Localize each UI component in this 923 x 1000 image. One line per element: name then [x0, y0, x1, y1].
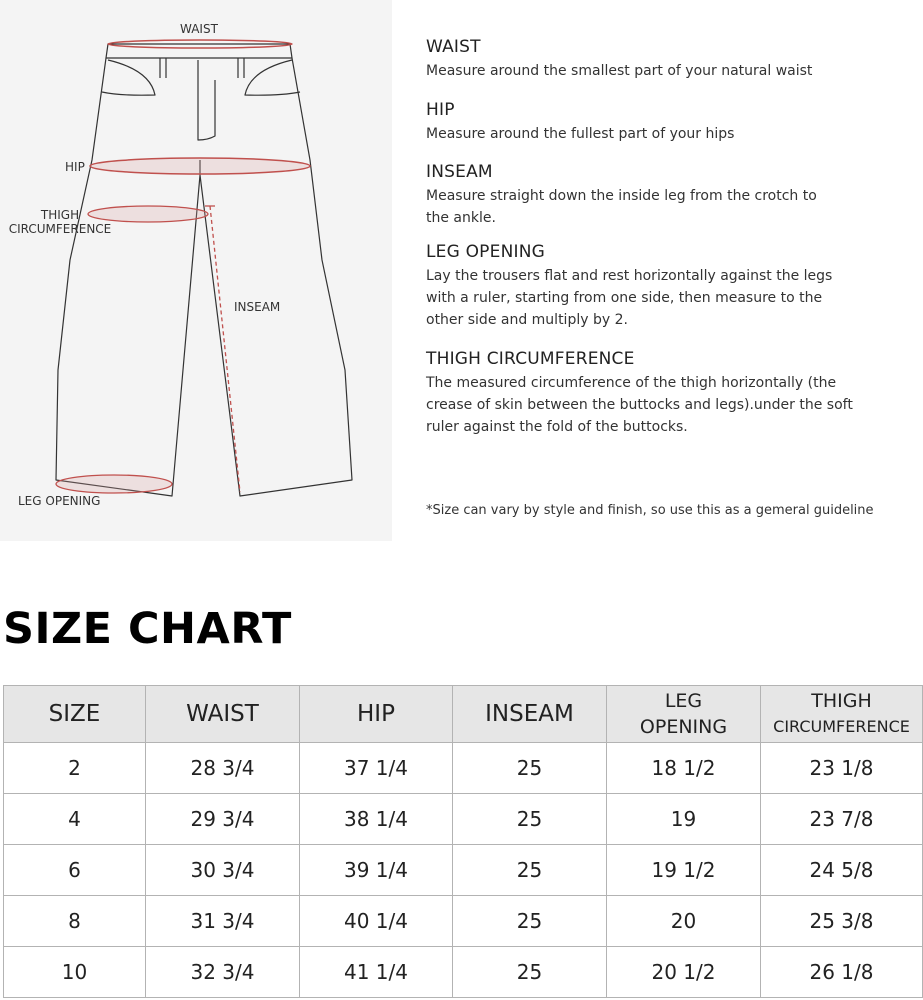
waist-description — [426, 37, 866, 82]
trousers-illustration — [0, 0, 392, 541]
inseam-description — [426, 162, 836, 229]
header-waist: WAIST — [146, 686, 300, 743]
cell-thigh: 23 7/8 — [761, 794, 923, 845]
table-row — [4, 794, 923, 845]
description-title: THIGH CIRCUMFERENCE — [426, 349, 635, 369]
header-inseam: INSEAM — [453, 686, 607, 743]
cell-leg-opening: 20 1/2 — [607, 947, 761, 998]
cell-inseam: 25 — [453, 743, 607, 794]
hip-measure-line — [90, 158, 310, 174]
description-title: WAIST — [426, 37, 481, 57]
cell-size: 10 — [4, 947, 146, 998]
inseam-measure-line — [210, 206, 240, 492]
cell-thigh: 25 3/8 — [761, 896, 923, 947]
cell-hip: 37 1/4 — [300, 743, 453, 794]
leg-opening-measure-line — [56, 475, 172, 493]
cell-leg-opening: 18 1/2 — [607, 743, 761, 794]
cell-waist: 30 3/4 — [146, 845, 300, 896]
cell-inseam: 25 — [453, 845, 607, 896]
cell-hip: 41 1/4 — [300, 947, 453, 998]
cell-inseam: 25 — [453, 947, 607, 998]
header-size: SIZE — [4, 686, 146, 743]
description-text: Lay the trousers flat and rest horizontally against the legs with a ruler, starting from one side, then measure to the other side and multiply by 2. — [426, 268, 833, 328]
hip-description — [426, 100, 866, 145]
hip-label: HIP — [65, 160, 85, 174]
leg-opening-label: LEG OPENING — [18, 494, 101, 508]
cell-leg-opening: 19 1/2 — [607, 845, 761, 896]
cell-hip: 39 1/4 — [300, 845, 453, 896]
cell-waist: 28 3/4 — [146, 743, 300, 794]
cell-inseam: 25 — [453, 896, 607, 947]
inseam-label: INSEAM — [234, 300, 281, 314]
table-row — [4, 743, 923, 794]
table-header-row — [4, 686, 923, 743]
cell-leg-opening: 20 — [607, 896, 761, 947]
thigh-label: THIGH CIRCUMFERENCE — [8, 208, 112, 236]
cell-hip: 38 1/4 — [300, 794, 453, 845]
measurement-diagram — [0, 0, 392, 541]
right-pocket — [245, 60, 300, 95]
cell-leg-opening: 19 — [607, 794, 761, 845]
table-row — [4, 896, 923, 947]
description-text: Measure straight down the inside leg from the crotch to the ankle. — [426, 188, 817, 226]
header-hip: HIP — [300, 686, 453, 743]
thigh-description — [426, 349, 866, 438]
cell-waist: 31 3/4 — [146, 896, 300, 947]
size-chart-table — [3, 685, 923, 998]
description-text: Measure around the smallest part of your natural waist — [426, 63, 813, 79]
cell-size: 2 — [4, 743, 146, 794]
cell-size: 6 — [4, 845, 146, 896]
header-thigh-circumference: THIGH CIRCUMFERENCE — [761, 686, 923, 743]
cell-thigh: 23 1/8 — [761, 743, 923, 794]
fly-outline — [198, 60, 215, 140]
description-title: INSEAM — [426, 162, 493, 182]
cell-size: 8 — [4, 896, 146, 947]
size-chart-title: SIZE CHART — [3, 604, 292, 654]
waist-label: WAIST — [180, 22, 218, 36]
leg-opening-description — [426, 242, 856, 331]
cell-thigh: 26 1/8 — [761, 947, 923, 998]
description-text: Measure around the fullest part of your hips — [426, 126, 735, 142]
description-title: HIP — [426, 100, 455, 120]
table-row — [4, 845, 923, 896]
cell-size: 4 — [4, 794, 146, 845]
table-row — [4, 947, 923, 998]
description-title: LEG OPENING — [426, 242, 545, 262]
trousers-outline — [56, 58, 352, 496]
header-leg-opening: LEG OPENING — [607, 686, 761, 743]
cell-hip: 40 1/4 — [300, 896, 453, 947]
cell-waist: 29 3/4 — [146, 794, 300, 845]
sizing-note: *Size can vary by style and finish, so use this as a gemeral guideline — [426, 503, 874, 518]
description-text: The measured circumference of the thigh horizontally (the crease of skin between the buttocks and legs).under the soft ruler against the fold of the buttocks. — [426, 375, 853, 435]
cell-inseam: 25 — [453, 794, 607, 845]
left-pocket — [102, 60, 155, 95]
cell-thigh: 24 5/8 — [761, 845, 923, 896]
cell-waist: 32 3/4 — [146, 947, 300, 998]
